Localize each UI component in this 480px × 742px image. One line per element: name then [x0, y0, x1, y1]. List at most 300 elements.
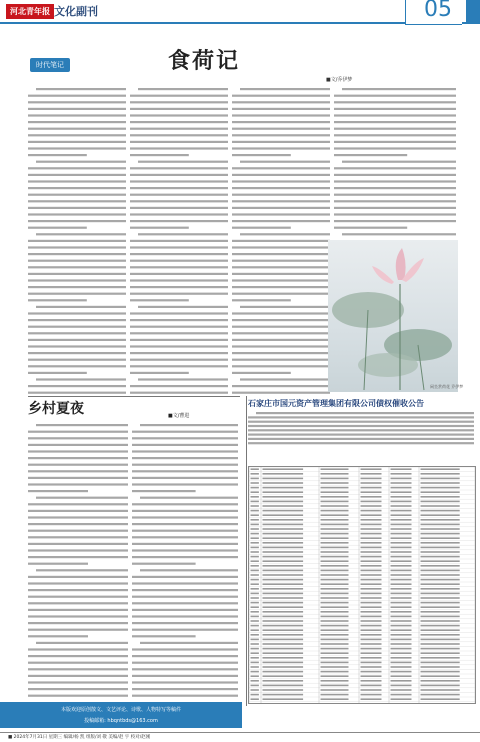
- text-line: [36, 306, 126, 308]
- text-line: [36, 233, 126, 235]
- table-cell: [391, 616, 412, 618]
- table-cell: [421, 514, 460, 516]
- text-line: [28, 457, 128, 459]
- table-cell: [391, 652, 412, 654]
- text-line: [132, 543, 238, 545]
- text-line: [28, 602, 128, 604]
- table-cell: [263, 606, 304, 608]
- text-line: [132, 609, 238, 611]
- table-cell: [421, 556, 460, 558]
- table-cell: [251, 671, 259, 673]
- table-cell: [421, 671, 460, 673]
- table-cell: [421, 524, 460, 526]
- text-line: [130, 154, 189, 156]
- text-line: [28, 114, 126, 116]
- table-cell: [391, 468, 412, 470]
- text-line: [132, 681, 238, 683]
- text-line: [130, 260, 228, 262]
- ad-title: 石家庄市国元资产管理集团有限公司债权催收公告: [248, 399, 424, 408]
- table-cell: [421, 496, 460, 498]
- table-cell: [263, 694, 304, 696]
- text-line: [132, 477, 238, 479]
- text-line: [28, 662, 128, 664]
- table-cell: [361, 625, 382, 627]
- text-line: [232, 253, 330, 255]
- text-line: [28, 332, 126, 334]
- table-cell: [263, 574, 304, 576]
- table-cell: [321, 551, 349, 553]
- table-cell: [251, 648, 259, 650]
- text-line: [28, 622, 128, 624]
- table-cell: [391, 533, 412, 535]
- text-line: [132, 556, 238, 558]
- article2-body-col-1: [28, 422, 128, 698]
- table-cell: [421, 468, 460, 470]
- table-cell: [391, 473, 412, 475]
- text-line: [334, 108, 456, 110]
- table-cell: [251, 501, 259, 503]
- table-cell: [361, 560, 382, 562]
- text-line: [232, 108, 330, 110]
- text-line: [28, 134, 126, 136]
- text-line: [28, 339, 126, 341]
- table-cell: [361, 652, 382, 654]
- text-line: [28, 260, 126, 262]
- table-cell: [321, 616, 349, 618]
- text-line: [130, 392, 228, 394]
- table-cell: [391, 680, 412, 682]
- table-cell: [361, 657, 382, 659]
- text-line: [334, 180, 456, 182]
- text-line: [232, 167, 330, 169]
- text-line: [232, 339, 330, 341]
- table-cell: [263, 629, 304, 631]
- table-cell: [251, 689, 259, 691]
- ad-intro-text: [248, 410, 474, 448]
- text-line: [232, 260, 330, 262]
- table-cell: [251, 579, 259, 581]
- text-line: [232, 266, 330, 268]
- table-cell: [263, 491, 304, 493]
- text-line: [28, 293, 126, 295]
- table-cell: [361, 643, 382, 645]
- text-line: [28, 174, 126, 176]
- text-line: [132, 536, 238, 538]
- table-cell: [321, 671, 349, 673]
- table-cell: [263, 689, 304, 691]
- text-line: [28, 392, 126, 394]
- table-cell: [321, 542, 349, 544]
- table-cell: [321, 468, 349, 470]
- text-line: [132, 549, 238, 551]
- table-cell: [251, 574, 259, 576]
- table-cell: [263, 579, 304, 581]
- text-line: [36, 424, 128, 426]
- table-cell: [421, 487, 460, 489]
- table-cell: [421, 482, 460, 484]
- table-cell: [361, 528, 382, 530]
- table-cell: [263, 643, 304, 645]
- table-cell: [321, 565, 349, 567]
- submission-line-2: 投稿邮箱: hbqntbds@163.com: [84, 718, 158, 724]
- table-cell: [361, 597, 382, 599]
- text-line: [28, 286, 126, 288]
- text-line: [28, 227, 87, 229]
- table-cell: [321, 514, 349, 516]
- text-line: [130, 345, 228, 347]
- text-line: [232, 200, 330, 202]
- table-cell: [251, 524, 259, 526]
- table-cell: [391, 579, 412, 581]
- table-cell: [251, 694, 259, 696]
- text-line: [232, 246, 330, 248]
- table-cell: [421, 680, 460, 682]
- table-cell: [251, 556, 259, 558]
- text-line: [36, 642, 128, 644]
- text-line: [130, 147, 228, 149]
- text-line: [232, 128, 330, 130]
- text-line: [130, 134, 228, 136]
- text-line: [28, 319, 126, 321]
- table-cell: [391, 478, 412, 480]
- text-line: [130, 359, 228, 361]
- table-cell: [321, 579, 349, 581]
- table-cell: [251, 698, 259, 700]
- text-line: [232, 220, 330, 222]
- text-line: [132, 437, 238, 439]
- table-cell: [263, 602, 304, 604]
- text-line: [130, 128, 228, 130]
- text-line: [334, 121, 456, 123]
- text-line: [334, 114, 456, 116]
- text-line: [240, 233, 330, 235]
- text-line: [28, 629, 128, 631]
- table-cell: [421, 579, 460, 581]
- text-line: [232, 372, 291, 374]
- article2-body-col-2: [132, 422, 238, 698]
- text-line: [28, 240, 126, 242]
- table-cell: [391, 593, 412, 595]
- section-divider: [28, 396, 240, 397]
- table-cell: [321, 611, 349, 613]
- text-line: [248, 416, 474, 418]
- text-line: [28, 273, 126, 275]
- table-cell: [321, 570, 349, 572]
- table-cell: [263, 671, 304, 673]
- text-line: [334, 154, 407, 156]
- table-cell: [391, 574, 412, 576]
- table-cell: [251, 634, 259, 636]
- text-line: [138, 88, 228, 90]
- text-line: [36, 88, 126, 90]
- table-cell: [251, 583, 259, 585]
- text-line: [132, 688, 238, 690]
- table-cell: [421, 570, 460, 572]
- table-cell: [263, 510, 304, 512]
- text-line: [232, 114, 330, 116]
- text-line: [28, 128, 126, 130]
- table-cell: [251, 565, 259, 567]
- table-cell: [421, 542, 460, 544]
- text-line: [28, 385, 126, 387]
- table-cell: [251, 496, 259, 498]
- table-cell: [361, 689, 382, 691]
- table-cell: [263, 473, 304, 475]
- text-line: [28, 312, 126, 314]
- text-line: [28, 510, 128, 512]
- lotus-illustration: [328, 240, 458, 392]
- table-cell: [263, 505, 304, 507]
- table-cell: [263, 675, 304, 677]
- text-line: [232, 95, 330, 97]
- text-line: [28, 207, 126, 209]
- text-line: [130, 141, 228, 143]
- text-line: [28, 596, 128, 598]
- text-line: [28, 668, 128, 670]
- text-lines: [28, 422, 128, 698]
- text-line: [132, 516, 238, 518]
- table-cell: [421, 519, 460, 521]
- text-line: [232, 141, 330, 143]
- text-line: [28, 470, 128, 472]
- article-body-col-1: [28, 86, 126, 394]
- text-line: [132, 602, 238, 604]
- text-line: [130, 180, 228, 182]
- table-cell: [263, 487, 304, 489]
- text-line: [140, 424, 238, 426]
- table-cell: [251, 662, 259, 664]
- table-cell: [251, 675, 259, 677]
- table-cell: [421, 593, 460, 595]
- table-cell: [251, 606, 259, 608]
- table-cell: [263, 648, 304, 650]
- table-cell: [263, 639, 304, 641]
- table-cell: [321, 602, 349, 604]
- text-line: [232, 121, 330, 123]
- table-cell: [263, 537, 304, 539]
- table-cell: [391, 597, 412, 599]
- table-cell: [361, 519, 382, 521]
- text-line: [232, 101, 330, 103]
- table-cell: [361, 671, 382, 673]
- text-line: [28, 589, 128, 591]
- text-line: [130, 167, 228, 169]
- photo-caption: 闲坐赏荷花 乔伊梦: [430, 384, 464, 389]
- text-line: [130, 312, 228, 314]
- text-line: [28, 437, 128, 439]
- table-cell: [321, 593, 349, 595]
- text-line: [132, 431, 238, 433]
- table-cell: [421, 648, 460, 650]
- table-cell: [391, 666, 412, 668]
- table-cell: [391, 505, 412, 507]
- text-line: [28, 365, 126, 367]
- text-line: [28, 147, 126, 149]
- table-cell: [263, 556, 304, 558]
- text-line: [248, 429, 474, 431]
- table-cell: [391, 514, 412, 516]
- table-cell: [421, 533, 460, 535]
- table-cell: [251, 620, 259, 622]
- text-line: [132, 589, 238, 591]
- text-line: [28, 95, 126, 97]
- table-cell: [263, 501, 304, 503]
- text-line: [334, 141, 456, 143]
- text-line: [132, 483, 238, 485]
- table-cell: [263, 597, 304, 599]
- table-cell: [251, 625, 259, 627]
- text-line: [342, 161, 456, 163]
- text-line: [28, 688, 128, 690]
- text-line: [132, 563, 196, 565]
- table-cell: [361, 593, 382, 595]
- table-cell: [263, 551, 304, 553]
- table-cell: [361, 648, 382, 650]
- text-line: [132, 503, 238, 505]
- text-lines: [130, 86, 228, 394]
- table-cell: [251, 560, 259, 562]
- table-cell: [321, 657, 349, 659]
- text-line: [334, 220, 456, 222]
- text-line: [28, 530, 128, 532]
- table-cell: [251, 588, 259, 590]
- text-line: [232, 154, 291, 156]
- table-cell: [361, 639, 382, 641]
- table-cell: [421, 625, 460, 627]
- text-line: [130, 385, 228, 387]
- text-line: [28, 464, 128, 466]
- table-grid: [249, 467, 475, 703]
- table-cell: [391, 542, 412, 544]
- text-line: [28, 615, 128, 617]
- table-cell: [321, 505, 349, 507]
- table-cell: [361, 616, 382, 618]
- text-line: [232, 174, 330, 176]
- table-cell: [263, 542, 304, 544]
- article-title: 食荷记: [168, 48, 241, 74]
- table-cell: [391, 698, 412, 700]
- section-title: 文化副刊: [54, 5, 98, 18]
- table-cell: [361, 551, 382, 553]
- table-cell: [391, 491, 412, 493]
- text-line: [132, 530, 238, 532]
- table-cell: [263, 468, 304, 470]
- text-line: [232, 180, 330, 182]
- ad-table: [248, 466, 476, 704]
- table-cell: [321, 588, 349, 590]
- table-cell: [391, 547, 412, 549]
- text-line: [130, 200, 228, 202]
- text-line: [36, 161, 126, 163]
- table-cell: [251, 616, 259, 618]
- table-cell: [391, 671, 412, 673]
- table-cell: [251, 685, 259, 687]
- table-cell: [321, 496, 349, 498]
- text-line: [132, 457, 238, 459]
- text-line: [132, 490, 196, 492]
- text-lines: [232, 86, 330, 394]
- table-cell: [251, 602, 259, 604]
- text-line: [28, 675, 128, 677]
- text-line: [132, 675, 238, 677]
- table-cell: [251, 505, 259, 507]
- table-cell: [321, 680, 349, 682]
- table-cell: [321, 648, 349, 650]
- table-cell: [361, 694, 382, 696]
- table-cell: [391, 537, 412, 539]
- table-cell: [263, 593, 304, 595]
- text-line: [232, 227, 291, 229]
- table-cell: [251, 593, 259, 595]
- table-cell: [361, 620, 382, 622]
- table-cell: [421, 620, 460, 622]
- column-tag: 时代笔记: [30, 58, 70, 72]
- table-cell: [321, 583, 349, 585]
- text-line: [240, 88, 330, 90]
- table-cell: [391, 602, 412, 604]
- table-cell: [391, 634, 412, 636]
- table-cell: [321, 533, 349, 535]
- table-cell: [361, 611, 382, 613]
- text-line: [232, 319, 330, 321]
- table-cell: [421, 588, 460, 590]
- table-cell: [421, 611, 460, 613]
- table-cell: [421, 629, 460, 631]
- text-line: [130, 279, 228, 281]
- ad-divider: [246, 396, 247, 706]
- text-line: [140, 642, 238, 644]
- text-line: [28, 556, 128, 558]
- table-cell: [321, 482, 349, 484]
- text-lines: [248, 410, 474, 448]
- text-line: [342, 233, 456, 235]
- text-line: [28, 187, 126, 189]
- table-cell: [421, 652, 460, 654]
- text-line: [130, 108, 228, 110]
- text-line: [334, 101, 456, 103]
- text-lines: [132, 422, 238, 698]
- text-line: [28, 655, 128, 657]
- text-line: [28, 326, 126, 328]
- text-line: [28, 352, 126, 354]
- table-cell: [263, 524, 304, 526]
- table-cell: [361, 505, 382, 507]
- table-cell: [421, 616, 460, 618]
- table-cell: [361, 533, 382, 535]
- text-line: [130, 240, 228, 242]
- table-cell: [251, 547, 259, 549]
- table-cell: [391, 620, 412, 622]
- table-cell: [391, 528, 412, 530]
- table-cell: [421, 537, 460, 539]
- text-line: [248, 421, 474, 423]
- text-line: [28, 543, 128, 545]
- table-cell: [421, 689, 460, 691]
- table-cell: [251, 519, 259, 521]
- text-line: [36, 569, 128, 571]
- text-line: [240, 161, 330, 163]
- text-line: [334, 200, 456, 202]
- table-cell: [421, 560, 460, 562]
- table-cell: [263, 662, 304, 664]
- text-line: [28, 444, 128, 446]
- table-cell: [421, 505, 460, 507]
- masthead: [0, 0, 480, 24]
- text-line: [232, 279, 330, 281]
- text-line: [36, 497, 128, 499]
- text-line: [28, 582, 128, 584]
- table-cell: [251, 597, 259, 599]
